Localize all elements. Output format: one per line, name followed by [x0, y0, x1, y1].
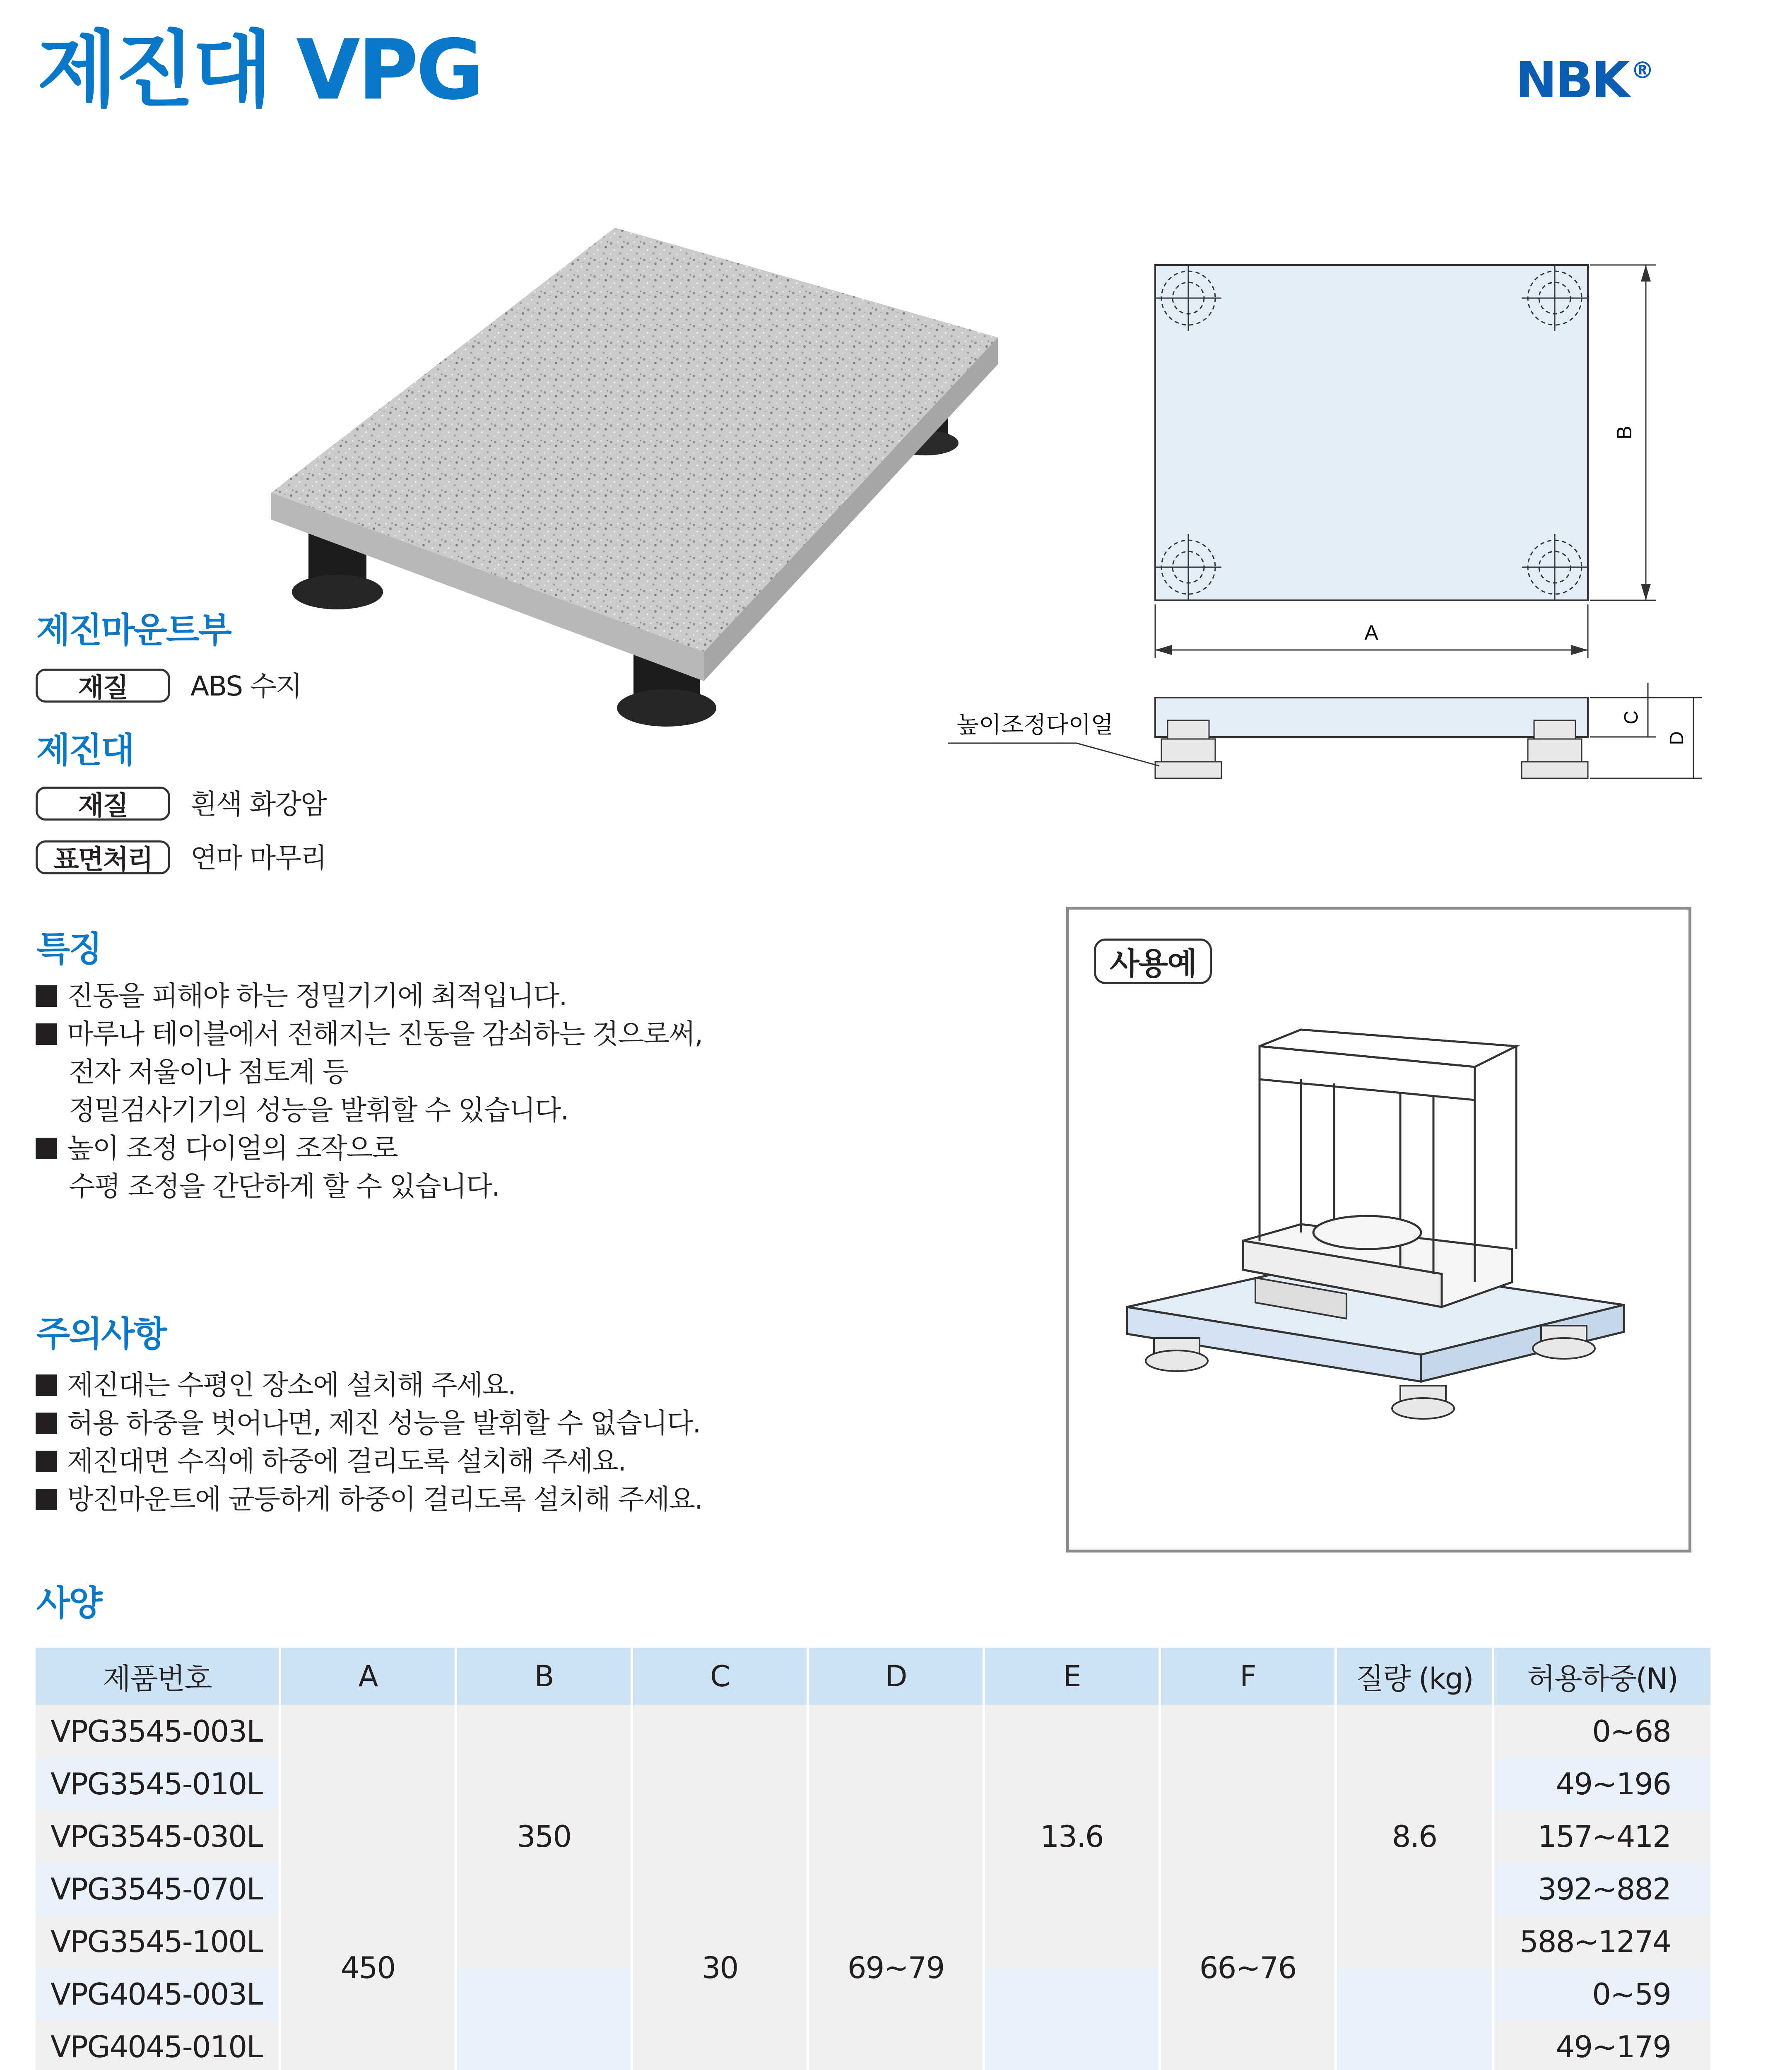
cell-B-group1: 350: [456, 1705, 632, 1968]
features-list: [36, 977, 864, 1206]
table-heading: 제진대: [36, 730, 134, 770]
mount-heading: 제진마운트부: [36, 610, 231, 650]
brand-name: NBK: [1515, 52, 1628, 109]
surface-label: 표면처리: [36, 840, 170, 874]
col-header-E: E: [984, 1648, 1160, 1705]
col-header-F: F: [1160, 1648, 1336, 1705]
spec-table: [36, 1648, 1710, 2070]
cell-E-group1: 13.6: [984, 1705, 1160, 1968]
cell-E-group2: [984, 1968, 1160, 2070]
dimension-A: A: [1364, 621, 1378, 644]
dimension-C: C: [1620, 710, 1642, 724]
usage-example-box: [1066, 907, 1691, 1552]
cell-C: 30: [632, 1705, 808, 2070]
usage-label: 사용예: [1094, 939, 1212, 984]
cautions-heading: 주의사항: [36, 1314, 166, 1354]
cell-D: 69~79: [808, 1705, 984, 2070]
dimension-D: D: [1666, 731, 1687, 745]
table-material-label: 재질: [36, 787, 170, 821]
caution-item: 제진대는 수평인 장소에 설치해 주세요.: [36, 1366, 864, 1404]
caution-item: 허용 하중을 벗어나면, 제진 성능을 발휘할 수 없습니다.: [36, 1404, 864, 1442]
caution-item: 방진마운트에 균등하게 하중이 걸리도록 설치해 주세요.: [36, 1480, 864, 1519]
cell-F: 66~76: [1160, 1705, 1336, 2070]
load-cell: 0~68: [1493, 1705, 1710, 1757]
col-header-D: D: [808, 1648, 984, 1705]
page-title: 제진대 VPG: [37, 22, 482, 118]
brand-logo: [1515, 52, 1652, 109]
part-number-cell: VPG4045-003L: [36, 1968, 280, 2020]
load-cell: 0~59: [1493, 1968, 1710, 2020]
dimension-drawing: [944, 248, 1731, 795]
mount-material-value: ABS 수지: [190, 670, 301, 702]
usage-illustration: [1069, 910, 1688, 1550]
registered-mark: ®: [1631, 57, 1652, 84]
cell-mass-group1: 8.6: [1336, 1705, 1493, 1968]
col-header-B: B: [456, 1648, 632, 1705]
features-heading: 특징: [36, 929, 101, 969]
part-number-cell: VPG4045-010L: [36, 2020, 280, 2070]
load-cell: 157~412: [1493, 1810, 1710, 1863]
part-number-cell: VPG3545-003L: [36, 1705, 280, 1757]
dimension-B: B: [1613, 426, 1636, 440]
cautions-list: [36, 1366, 864, 1519]
table-material-value: 흰색 화강암: [190, 788, 326, 820]
top-view-plate: [1155, 265, 1588, 600]
part-number-cell: VPG3545-010L: [36, 1757, 280, 1810]
load-cell: 49~179: [1493, 2020, 1710, 2070]
spec-heading: 사양: [36, 1583, 101, 1623]
load-cell: 588~1274: [1493, 1915, 1710, 1968]
col-header-allowable-load: 허용하중(N): [1493, 1648, 1710, 1705]
load-cell: 49~196: [1493, 1757, 1710, 1810]
dial-callout: 높이조정다이얼: [956, 712, 1113, 739]
cell-B-group2: [456, 1968, 632, 2070]
side-view-plate: [1155, 698, 1588, 737]
product-photo: [261, 224, 1039, 733]
col-header-mass: 질량 (kg): [1336, 1648, 1493, 1705]
part-number-cell: VPG3545-100L: [36, 1915, 280, 1968]
feature-item: 진동을 피해야 하는 정밀기기에 최적입니다.: [36, 977, 864, 1015]
col-header-A: A: [280, 1648, 456, 1705]
load-cell: 392~882: [1493, 1863, 1710, 1915]
caution-item: 제진대면 수직에 하중에 걸리도록 설치해 주세요.: [36, 1442, 864, 1480]
col-header-part-number: 제품번호: [36, 1648, 280, 1705]
table-row: [36, 1705, 1710, 1757]
mount-material-label: 재질: [36, 669, 170, 703]
feature-item: 높이 조정 다이얼의 조작으로 수평 조정을 간단하게 할 수 있습니다.: [36, 1129, 864, 1206]
col-header-C: C: [632, 1648, 808, 1705]
part-number-cell: VPG3545-070L: [36, 1863, 280, 1915]
surface-value: 연마 마무리: [190, 842, 326, 874]
cell-mass-group2: [1336, 1968, 1493, 2070]
part-number-cell: VPG3545-030L: [36, 1810, 280, 1863]
feature-item: 마루나 테이블에서 전해지는 진동을 감쇠하는 것으로써, 전자 저울이나 점토계 등 정밀검사기기의 성능을 발휘할 수 있습니다.: [36, 1015, 864, 1129]
cell-A: 450: [280, 1705, 456, 2070]
